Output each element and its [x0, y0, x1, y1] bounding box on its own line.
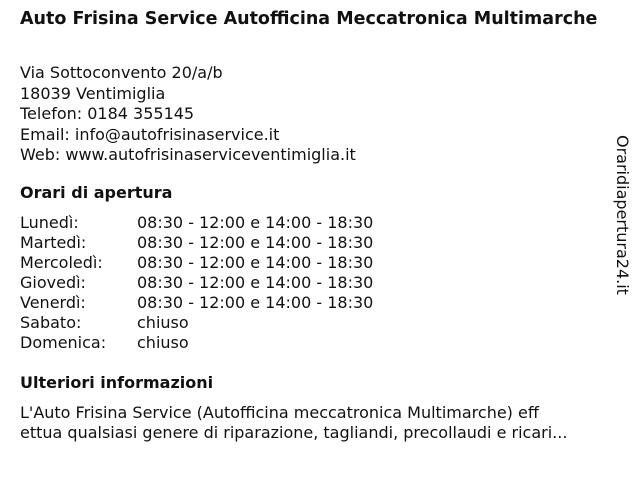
- more-info-line: ettua qualsiasi genere di riparazione, tagliandi, precollaudi e ricari...: [20, 423, 568, 442]
- hours-time-value: 08:30 - 12:00 e 14:00 - 18:30: [137, 293, 374, 312]
- more-info-heading: Ulteriori informazioni: [20, 373, 214, 392]
- hours-time-value: chiuso: [137, 333, 189, 352]
- street-address: Via Sottoconvento 20/a/b: [20, 63, 223, 82]
- hours-day-label: Sabato:: [20, 313, 82, 332]
- hours-time-value: 08:30 - 12:00 e 14:00 - 18:30: [137, 233, 374, 252]
- postal-city: 18039 Ventimiglia: [20, 83, 166, 103]
- website-address: Web: www.autofrisinaserviceventimiglia.it: [20, 145, 356, 164]
- site-watermark: Oraridiapertura24.it: [613, 135, 632, 295]
- hours-time-value: 08:30 - 12:00 e 14:00 - 18:30: [137, 273, 374, 292]
- hours-day-label: Martedì:: [20, 233, 87, 252]
- opening-hours-heading: Orari di apertura: [20, 183, 173, 202]
- phone-number: Telefon: 0184 355145: [20, 104, 195, 123]
- hours-day-label: Giovedì:: [20, 273, 86, 292]
- page-title: Auto Frisina Service Autofficina Meccatronica Multimarche: [20, 9, 598, 29]
- more-info-text: [20, 403, 620, 443]
- hours-day-label: Lunedì:: [20, 213, 79, 232]
- hours-time-value: 08:30 - 12:00 e 14:00 - 18:30: [137, 253, 374, 272]
- hours-day-label: Venerdì:: [20, 293, 86, 312]
- email-address: Email: info@autofrisinaservice.it: [20, 124, 280, 144]
- hours-day-label: Domenica:: [20, 333, 107, 352]
- address-block: [20, 63, 356, 166]
- more-info-line: L'Auto Frisina Service (Autofficina meccatronica Multimarche) eff: [20, 403, 539, 422]
- hours-time-value: chiuso: [137, 313, 189, 332]
- hours-day-label: Mercoledì:: [20, 253, 103, 272]
- hours-time-value: 08:30 - 12:00 e 14:00 - 18:30: [137, 213, 374, 232]
